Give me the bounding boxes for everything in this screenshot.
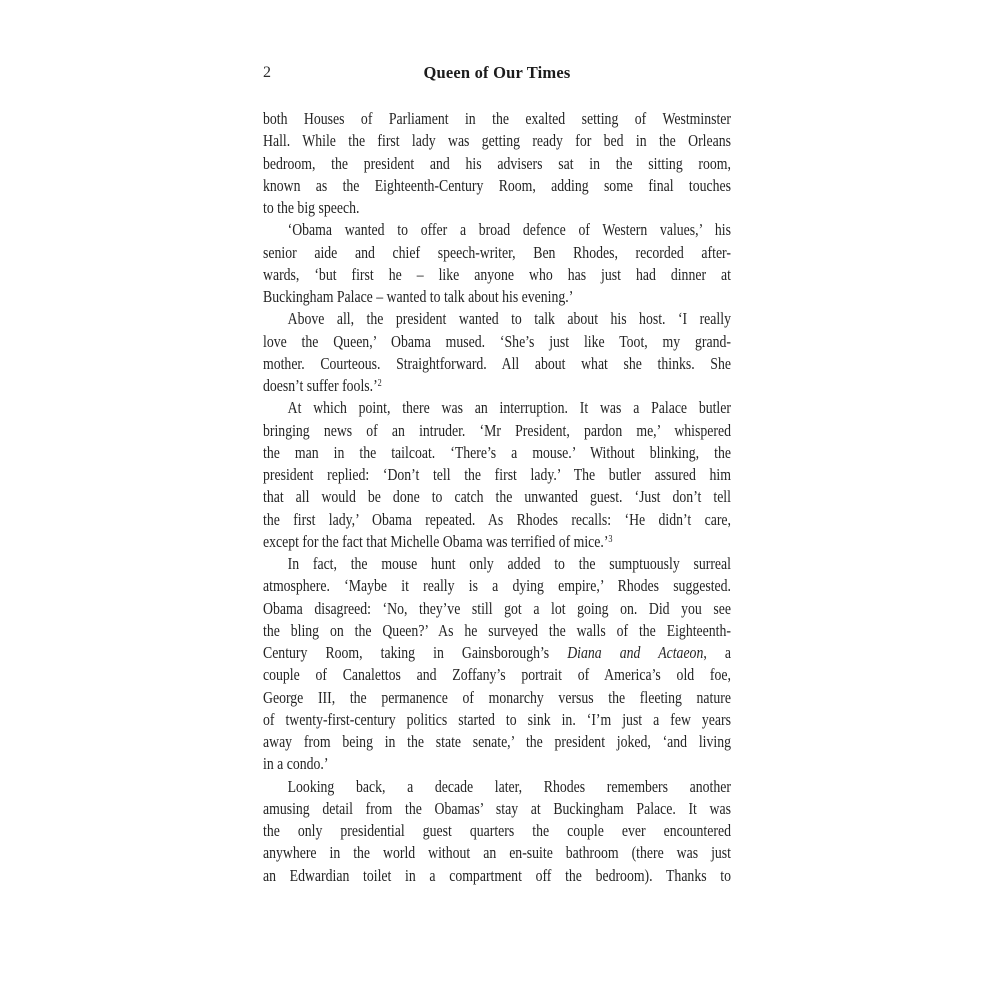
text-segment: ‘Obama wanted to offer a broad defence of Western values,’ his [287,220,731,240]
text-segment: known as the Eighteenth-Century Room, adding some final touches [263,175,731,195]
text-segment: couple of Canalettos and Zoffany’s portrait of America’s old foe, [263,665,731,685]
italic-text: Diana and Actaeon [567,643,704,662]
text-line [263,442,731,464]
text-segment: Obama disagreed: ‘No, they’ve still got a lot going on. Did you see [263,598,731,618]
text-segment: Hall. While the first lady was getting ready for bed in the Orleans [263,131,731,151]
text-line [263,464,731,486]
text-segment: an Edwardian toilet in a compartment off the bedroom). Thanks to [263,865,731,885]
text-segment: both Houses of Parliament in the exalted setting of Westminster [263,109,731,128]
text-segment: Looking back, a decade later, Rhodes remembers another [287,776,731,796]
page-number: 2 [263,64,271,81]
text-line [263,687,731,709]
text-line [263,175,731,197]
text-line [263,486,731,508]
text-segment: mother. Courteous. Straightforward. All about what she thinks. She [263,353,731,373]
text-segment: doesn’t suffer fools.’ [263,376,378,395]
text-segment: George III, the permanence of monarchy versus the fleeting nature [263,687,731,707]
text-segment: the man in the tailcoat. ‘There’s a mouse.’ Without blinking, the [263,442,731,462]
text-segment: anywhere in the world without an en-suite bathroom (there was just [263,843,731,863]
text-line [263,642,731,664]
text-line [263,798,731,820]
text-line [263,598,731,620]
text-line [263,776,731,798]
text-segment: bedroom, the president and his advisers sat in the sitting room, [263,153,731,173]
paragraph [263,776,731,887]
running-head: Queen of Our Times [423,63,571,82]
page-header [263,62,731,84]
paragraph [263,308,731,397]
footnote-marker: 3 [608,533,613,545]
text-segment: in a condo.’ [263,754,329,774]
paragraph [263,553,731,776]
text-segment: amusing detail from the Obamas’ stay at Buckingham Palace. It was [263,798,731,818]
text-segment: except for the fact that Michelle Obama was terrified of mice.’ [263,531,609,551]
text-line [263,197,731,219]
text-segment: In fact, the mouse hunt only added to the sumptuously surreal [287,554,731,573]
text-line [263,664,731,686]
text-line [263,753,731,775]
text-line [263,264,731,286]
text-line [263,286,731,308]
text-segment: to the big speech. [263,198,360,217]
text-segment: the bling on the Queen?’ As he surveyed the walls of the Eighteenth- [263,620,731,640]
text-segment: away from being in the state senate,’ the president joked, ‘and living [263,732,731,751]
text-line [263,509,731,531]
page-body-wrap [263,108,731,887]
page-body [263,108,731,887]
text-segment: Buckingham Palace – wanted to talk about his evening.’ [263,287,574,306]
text-line [263,397,731,419]
text-line [263,308,731,330]
text-segment: Century Room, taking in Gainsborough’s [263,643,568,662]
text-segment: the only presidential guest quarters the couple ever encountered [263,821,731,840]
text-line [263,153,731,175]
text-segment: Above all, the president wanted to talk about his host. ‘I really [287,309,731,329]
text-line [263,331,731,353]
text-line [263,575,731,597]
text-line [263,242,731,264]
text-line [263,842,731,864]
text-line [263,420,731,442]
footnote-marker: 2 [377,378,382,389]
text-line [263,219,731,241]
text-line [263,375,731,397]
text-line [263,553,731,575]
text-line [263,731,731,753]
text-segment: the first lady,’ Obama repeated. As Rhodes recalls: ‘He didn’t care, [263,509,731,529]
text-line [263,865,731,887]
text-line [263,130,731,152]
text-line [263,820,731,842]
text-segment: At which point, there was an interruption. It was a Palace butler [287,398,731,418]
text-segment: of twenty-first-century politics started to sink in. ‘I’m just a few years [263,709,731,729]
text-line [263,709,731,731]
text-segment: , a [703,643,731,662]
text-line [263,620,731,642]
text-segment: bringing news of an intruder. ‘Mr President, pardon me,’ whispered [263,420,731,440]
text-line [263,353,731,375]
paragraph [263,219,731,308]
paragraph [263,397,731,553]
text-line [263,531,731,553]
text-segment: that all would be done to catch the unwanted guest. ‘Just don’t tell [263,487,731,507]
text-segment: wards, ‘but first he – like anyone who has just had dinner at [263,264,731,284]
text-segment: love the Queen,’ Obama mused. ‘She’s just like Toot, my grand- [263,331,731,351]
text-line [263,108,731,130]
text-segment: atmosphere. ‘Maybe it really is a dying empire,’ Rhodes suggested. [263,576,731,596]
text-segment: senior aide and chief speech-writer, Ben Rhodes, recorded after- [263,242,731,262]
text-segment: president replied: ‘Don’t tell the first lady.’ The butler assured him [263,465,731,484]
paragraph [263,108,731,219]
